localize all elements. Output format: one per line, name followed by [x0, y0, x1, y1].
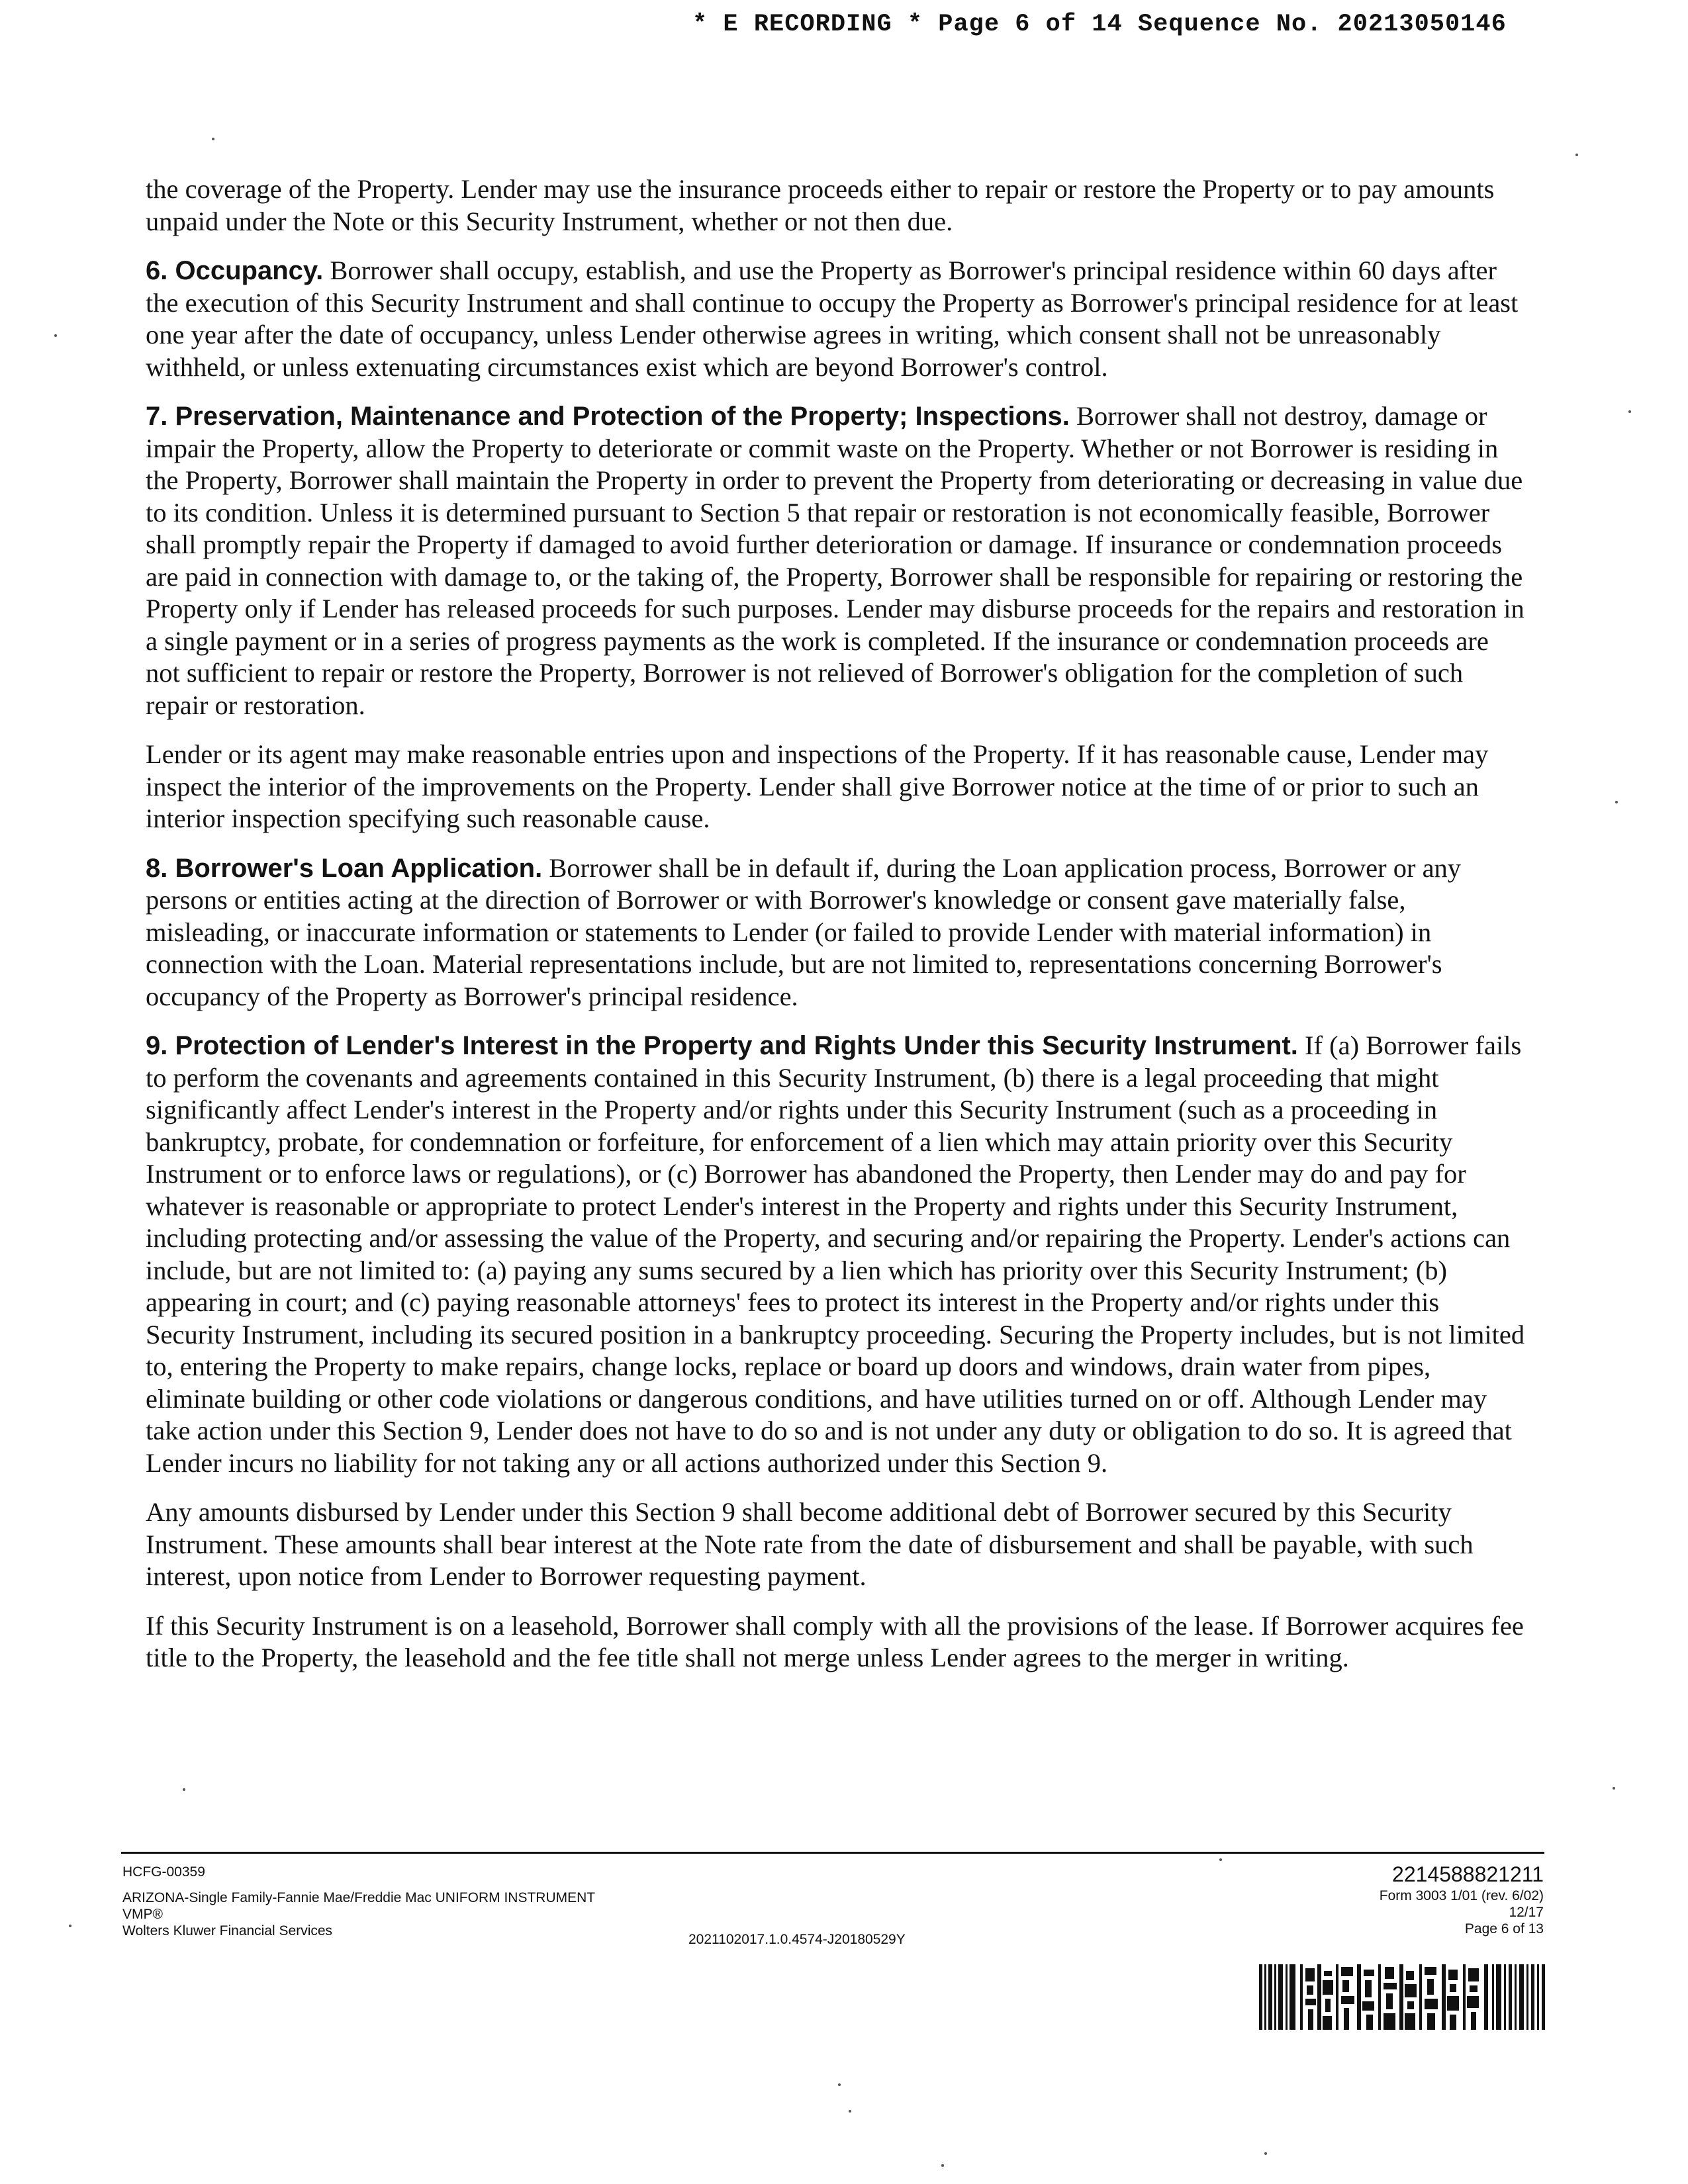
paragraph-text: Borrower shall not destroy, damage or impair the Property, allow the Property to deteriorate or commit waste on the Property. Whether or not Borrower is residing in the Property, Borrower shall maintain the Property in order to prevent the Property from deteriorating or decreasing in value due to its condition. Unless it is determined pursuant to Section 5 that repair or restoration is not economically feasible, Borrower shall promptly repair the Property if damaged to avoid further deterioration or damage. If insurance or condemnation proceeds are paid in connection with damage to, or the taking of, the Property, Borrower shall be responsible for repairing or restoring the Property only if Lender has released proceeds for such purposes. Lender may disburse proceeds for the repairs and restoration in a single payment or in a series of progress payments as the work is completed. If the insurance or condemnation proceeds are not sufficient to repair or restore the Property, Borrower is not relieved of Borrower's obligation for the completion of such repair or restoration. [146, 401, 1524, 720]
section-9-protection [146, 1030, 1529, 1479]
scan-speck [54, 334, 57, 337]
section-7-preservation [146, 400, 1529, 721]
paragraph-amounts-disbursed [146, 1496, 1529, 1593]
paragraph-text: the coverage of the Property. Lender may use the insurance proceeds either to repair or restore the Property or to pay amounts unpaid under the Note or this Security Instrument, whether or not then due. [146, 174, 1495, 236]
form-id: HCFG-00359 [122, 1864, 205, 1880]
scan-speck [849, 2110, 851, 2113]
paragraph-text: Lender or its agent may make reasonable entries upon and inspections of the Property. If it has reasonable cause, Lender may inspect the interior of the improvements on the Property. Lender shall give Borrower notice at the time of or prior to such an interior inspection specifying such reasonable cause. [146, 739, 1489, 833]
form-revision: 12/17 [1509, 1905, 1544, 1920]
barcode-icon [1259, 1964, 1545, 2030]
footer-divider [121, 1852, 1544, 1854]
scan-speck [69, 1925, 71, 1927]
paragraph-text: Any amounts disbursed by Lender under this Section 9 shall become additional debt of Borrower secured by this Security Instrument. These amounts shall bear interest at the Note rate from the date of disbursement and shall be payable, with such interest, upon notice from Lender to Borrower requesting payment. [146, 1497, 1474, 1591]
paragraph-text: Borrower shall occupy, establish, and use the Property as Borrower's principal residence within 60 days after the execution of this Security Instrument and shall continue to occupy the Property as Borrower's principal residence for at least one year after the date of occupancy, unless Lender otherwise agrees in writing, which consent shall not be unreasonably withheld, or unless extenuating circumstances exist which are beyond Borrower's control. [146, 255, 1519, 382]
vmp-mark: VMP® [122, 1907, 163, 1922]
form-number: Form 3003 1/01 (rev. 6/02) [1379, 1888, 1544, 1903]
scan-speck [1264, 2152, 1267, 2155]
footer-right [1080, 1861, 1544, 1937]
scan-speck [1219, 1858, 1222, 1861]
scan-speck [1613, 1787, 1615, 1790]
section-heading: 9. Protection of Lender's Interest in the Property and Rights Under this Security Instrument. [146, 1031, 1298, 1060]
paragraph-text: If this Security Instrument is on a leasehold, Borrower shall comply with all the provisions of the lease. If Borrower acquires fee title to the Property, the leasehold and the fee title shall not merge unless Lender agrees to the merger in writing. [146, 1610, 1524, 1672]
recording-stamp: * E RECORDING * Page 6 of 14 Sequence No. 20213050146 [692, 11, 1507, 38]
scan-speck [212, 138, 214, 140]
document-body [146, 173, 1529, 1692]
paragraph-text: If (a) Borrower fails to perform the covenants and agreements contained in this Security Instrument, (b) there is a legal proceeding that might significantly affect Lender's interest in the Property and/or rights under this Security Instrument (such as a proceeding in bankruptcy, probate, for condemnation or forfeiture, for enforcement of a lien which may attain priority over this Security Instrument or to enforce laws or regulations), or (c) Borrower has abandoned the Property, then Lender may do and pay for whatever is reasonable or appropriate to protect Lender's interest in the Property and rights under this Security Instrument, including protecting and/or assessing the value of the Property, and securing and/or repairing the Property. Lender's actions can include, but are not limited to: (a) paying any sums secured by a lien which has priority over this Security Instrument; (b) appearing in court; and (c) paying reasonable attorneys' fees to protect its interest in the Property and/or rights under this Security Instrument, including its secured position in a bankruptcy proceeding. Securing the Property includes, but is not limited to, entering the Property to make repairs, change locks, replace or board up doors and windows, drain water from pipes, eliminate building or other code violations or dangerous conditions, and have utilities turned on or off. Although Lender may take action under this Section 9, Lender does not have to do so and is not under any duty or obligation to do so. It is agreed that Lender incurs no liability for not taking any or all actions authorized under this Section 9. [146, 1030, 1525, 1478]
paragraph-leasehold [146, 1610, 1529, 1674]
footer-left [122, 1864, 784, 1939]
scan-speck [1575, 154, 1578, 156]
section-heading: 6. Occupancy. [146, 256, 324, 285]
scan-speck [838, 2083, 841, 2086]
scan-speck [1628, 410, 1631, 413]
paragraph-inspections [146, 739, 1529, 835]
page-number: Page 6 of 13 [1464, 1921, 1544, 1936]
document-code: 2021102017.1.0.4574-J20180529Y [688, 1932, 906, 1947]
section-heading: 8. Borrower's Loan Application. [146, 853, 543, 883]
publisher: Wolters Kluwer Financial Services [122, 1923, 333, 1938]
paragraph-text: Borrower shall be in default if, during the Loan application process, Borrower or any persons or entities acting at the direction of Borrower or with Borrower's knowledge or consent gave materially false, misleading, or inaccurate information or statements to Lender (or failed to provide Lender with material information) in connection with the Loan. Material representations include, but are not limited to, representations concerning Borrower's occupancy of the Property as Borrower's principal residence. [146, 852, 1462, 1011]
scan-speck [941, 2164, 944, 2167]
scan-speck [1615, 801, 1618, 803]
section-heading: 7. Preservation, Maintenance and Protection of the Property; Inspections. [146, 402, 1070, 431]
paragraph-insurance-continuation [146, 173, 1529, 238]
loan-number: 2214588821211 [1392, 1862, 1544, 1886]
scan-speck [183, 1788, 185, 1791]
instrument-title: ARIZONA-Single Family-Fannie Mae/Freddie Mac UNIFORM INSTRUMENT [122, 1890, 596, 1905]
section-6-occupancy [146, 255, 1529, 383]
section-8-loan-application [146, 852, 1529, 1013]
